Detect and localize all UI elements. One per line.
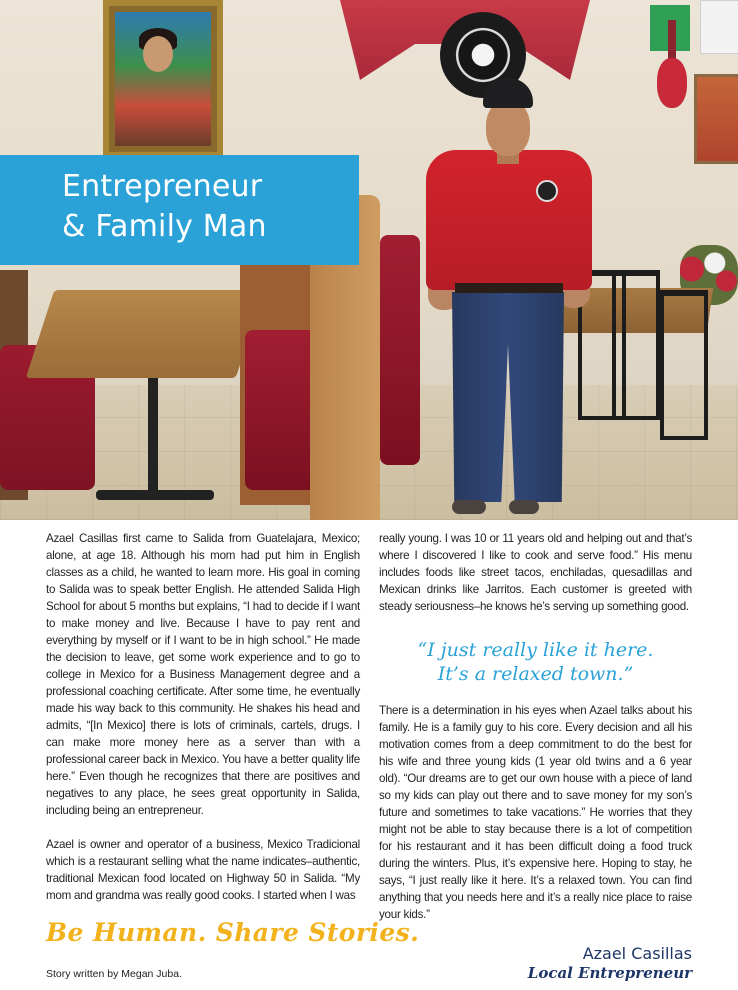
man-red-shirt: [426, 150, 592, 290]
man-shoe-right: [509, 500, 539, 514]
booth-seat-right: [380, 235, 420, 465]
man-belt: [455, 283, 563, 293]
table-base: [96, 490, 214, 500]
article-paragraph: really young. I was 10 or 11 years old and helping out and that’s where I discovered I like to cook and serve food.” His menu includes foods like street tacos, enchiladas, quesadillas and Mexican drinks like Jarritos. Each customer is greeted with steady seriousness–he knows he’s serving up something good.: [379, 532, 692, 613]
guitar-decoration: [657, 58, 687, 108]
framed-painting: [103, 0, 223, 158]
chair: [612, 270, 660, 420]
pull-quote: “I just really like it here. It’s a relaxed town.”: [417, 639, 654, 685]
page-title: Entrepreneur & Family Man: [62, 169, 267, 244]
table-leg: [148, 378, 158, 498]
author-credit: Story written by Megan Juba.: [46, 968, 182, 980]
man-shoe-left: [452, 500, 486, 514]
chair: [660, 290, 708, 440]
signature-name: Azael Casillas: [582, 944, 692, 963]
article-column-right-top: [379, 530, 692, 632]
signature-role: Local Entrepreneur: [527, 964, 692, 982]
shirt-logo-badge: [536, 180, 558, 202]
guitar-neck: [668, 20, 676, 60]
article-paragraph: There is a determination in his eyes when Azael talks about his family. He is a family guy to his core. Every decision and all his motivation comes from a deep commitment to do the best for his wife and three young kids (1 year old twins and a 6 year old). “Our dreams are to get our own house with a piece of land so my kids can play out there and to save money for my son’s future and sometimes to take vacations.” He worries that they might not be able to stay because there is a lot of competition for his restaurant and it has been difficult doing a food truck during the winters. Plus, it’s expensive here. Hoping to stay, he says, “I just really like it here. It’s a relaxed town. You can find anything that you needs here and it’s a really nice place to raise your kids.”: [379, 704, 692, 921]
article-column-left: [46, 530, 360, 921]
papel-picado-white: [700, 0, 738, 54]
title-banner: [0, 155, 359, 265]
bullfight-picture: [694, 74, 738, 164]
article-paragraph: Azael is owner and operator of a business, Mexico Tradicional which is a restaurant selling what the name indicates–authentic, traditional Mexican food located on Highway 50 in Salida. “My mom and grandma was really good cooks. I started when I was: [46, 838, 360, 902]
table-top: [26, 290, 265, 378]
article-column-right-bottom: [379, 702, 692, 940]
man-head: [486, 100, 530, 156]
article-paragraph: Azael Casillas first came to Salida from Guatelajara, Mexico; alone, at age 18. Although his mom had put him in English classes as a child, he wanted to learn more. His goal in coming to Salida was to speak better English. He attended Salida High School for about 5 months but explains, “I had to decide if I want to make money and live. Because I have to pay rent and everything by myself or if I want to be in high school.” He made the decision to leave, get some work experience and to go to college in Mexico for a Business Management degree and a professional coaching certificate. After some time, he eventually made his way back to this community. He shakes his head and admits, “[In Mexico] there is lots of criminals, cartels, drugs. I can make more money here as a server than with a professional career back in Mexico. You have a better quality life here.” Even though he recognizes that there are positives and negatives to any place, he sees great opportunity in Salida, including being an entrepreneur.: [46, 532, 360, 817]
tagline: Be Human. Share Stories.: [46, 918, 420, 947]
